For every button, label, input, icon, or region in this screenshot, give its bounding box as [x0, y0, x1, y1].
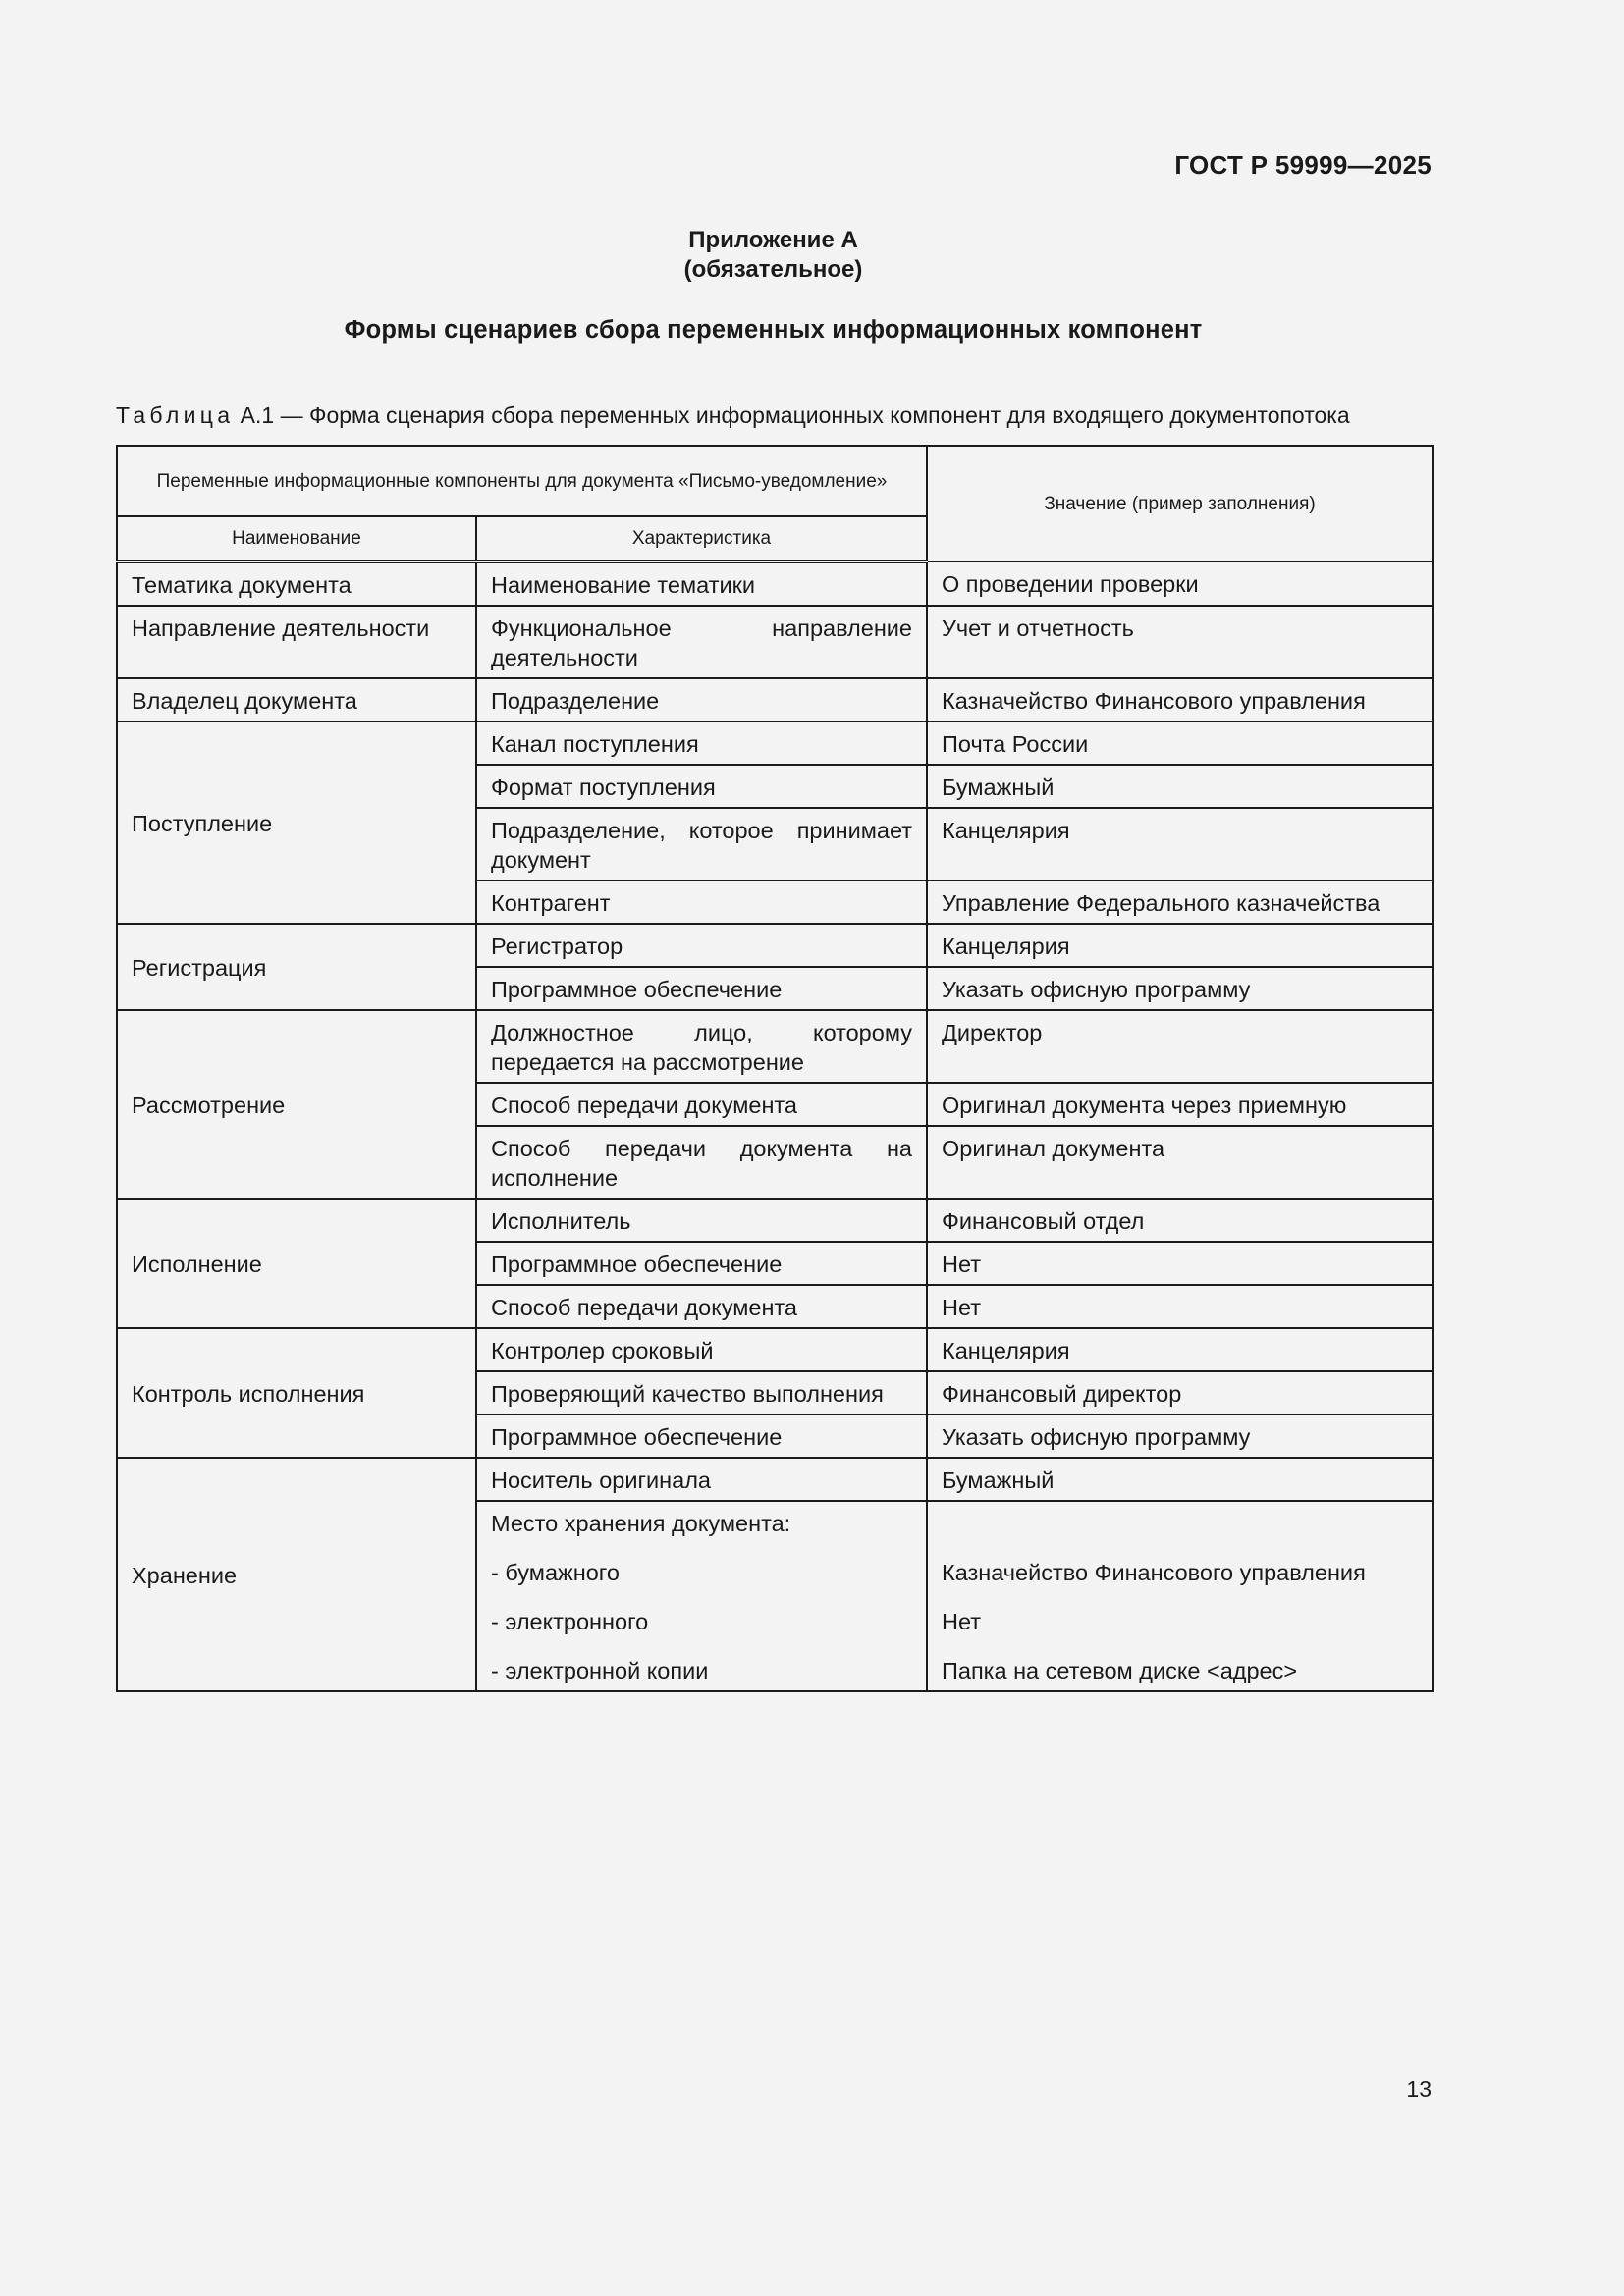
row-characteristic: Должностное лицо, которому передается на рассмотрение	[476, 1010, 927, 1083]
row-characteristic: Функциональное направление деятельности	[476, 606, 927, 678]
table-caption	[116, 402, 1432, 429]
row-characteristic: Носитель оригинала	[476, 1458, 927, 1501]
row-value: Казначейство Финансового управления	[927, 678, 1433, 721]
caption-label: Таблица	[116, 402, 235, 428]
table-row	[117, 678, 1433, 721]
header-name: Наименование	[117, 516, 476, 561]
row-characteristic: Формат поступления	[476, 765, 927, 808]
row-value: Учет и отчетность	[927, 606, 1433, 678]
table-row	[117, 924, 1433, 967]
storage-location-item: - электронной копии	[491, 1658, 709, 1683]
row-name: Регистрация	[117, 924, 476, 1010]
table-row	[117, 561, 1433, 606]
row-characteristic: Наименование тематики	[476, 561, 927, 606]
row-value: Управление Федерального казначейства	[927, 881, 1433, 924]
row-value: Почта России	[927, 721, 1433, 765]
appendix-status: (обязательное)	[683, 256, 863, 283]
storage-location-value: Казначейство Финансового управления	[942, 1560, 1366, 1585]
row-characteristic: Способ передачи документа	[476, 1083, 927, 1126]
section-title: Формы сценариев сбора переменных информационных компонент	[344, 316, 1203, 344]
row-name: Направление деятельности	[117, 606, 476, 678]
row-characteristic: Канал поступления	[476, 721, 927, 765]
row-characteristic: Исполнитель	[476, 1199, 927, 1242]
row-characteristic: Программное обеспечение	[476, 1415, 927, 1458]
row-value: Директор	[927, 1010, 1433, 1083]
standard-code: ГОСТ Р 59999—2025	[1174, 150, 1432, 180]
row-characteristic: Проверяющий качество выполнения	[476, 1371, 927, 1415]
table-row	[117, 606, 1433, 678]
row-characteristic: Способ передачи документа	[476, 1285, 927, 1328]
row-name: Тематика документа	[117, 561, 476, 606]
scenario-table	[116, 445, 1434, 1692]
storage-heading: Место хранения документа:	[491, 1511, 791, 1536]
appendix-label: Приложение А	[688, 227, 858, 253]
row-name: Контроль исполнения	[117, 1328, 476, 1458]
row-name: Поступление	[117, 721, 476, 924]
table-row	[117, 1199, 1433, 1242]
storage-location-value: Папка на сетевом диске <адрес>	[942, 1658, 1298, 1683]
page-number: 13	[1406, 2076, 1432, 2102]
row-characteristic: Контрагент	[476, 881, 927, 924]
row-characteristic	[476, 1501, 927, 1691]
table-row	[117, 721, 1433, 765]
header-characteristic: Характеристика	[476, 516, 927, 561]
row-characteristic: Программное обеспечение	[476, 967, 927, 1010]
row-value: Нет	[927, 1242, 1433, 1285]
row-value: Финансовый отдел	[927, 1199, 1433, 1242]
storage-location-item: - электронного	[491, 1609, 649, 1634]
table-row	[117, 1328, 1433, 1371]
table-row	[117, 1458, 1433, 1501]
caption-text: А.1 — Форма сценария сбора переменных информационных компонент для входящего документопотока	[240, 402, 1350, 428]
row-value: Нет	[927, 1285, 1433, 1328]
row-characteristic: Способ передачи документа на исполнение	[476, 1126, 927, 1199]
row-value: О проведении проверки	[927, 561, 1433, 606]
storage-location-value: Нет	[942, 1609, 982, 1634]
row-value: Финансовый директор	[927, 1371, 1433, 1415]
header-value: Значение (пример заполнения)	[927, 446, 1433, 561]
row-name: Рассмотрение	[117, 1010, 476, 1199]
row-value: Канцелярия	[927, 808, 1433, 881]
table-row	[117, 1010, 1433, 1083]
row-name: Исполнение	[117, 1199, 476, 1328]
row-name: Владелец документа	[117, 678, 476, 721]
row-characteristic: Регистратор	[476, 924, 927, 967]
row-value: Оригинал документа	[927, 1126, 1433, 1199]
row-value: Бумажный	[927, 765, 1433, 808]
row-characteristic: Подразделение	[476, 678, 927, 721]
row-value: Оригинал документа через приемную	[927, 1083, 1433, 1126]
storage-location-item: - бумажного	[491, 1560, 620, 1585]
row-value: Указать офисную программу	[927, 967, 1433, 1010]
row-value: Бумажный	[927, 1458, 1433, 1501]
appendix-heading	[0, 226, 1546, 285]
header-group: Переменные информационные компоненты для документа «Письмо-уведомление»	[117, 446, 927, 516]
row-characteristic: Контролер сроковый	[476, 1328, 927, 1371]
row-value: Канцелярия	[927, 924, 1433, 967]
row-value: Указать офисную программу	[927, 1415, 1433, 1458]
row-name: Хранение	[117, 1458, 476, 1691]
row-value: Канцелярия	[927, 1328, 1433, 1371]
row-value	[927, 1501, 1433, 1691]
row-characteristic: Программное обеспечение	[476, 1242, 927, 1285]
row-characteristic: Подразделение, которое принимает документ	[476, 808, 927, 881]
